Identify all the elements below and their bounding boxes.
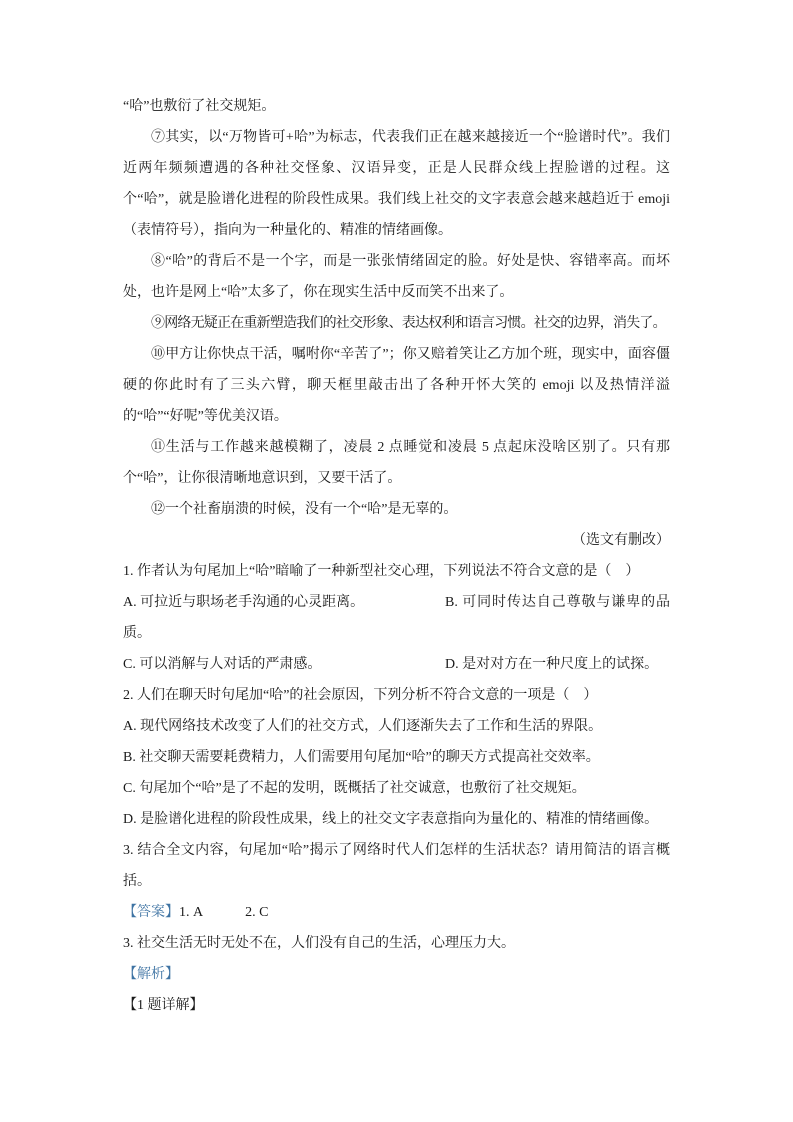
analysis-row [123,959,670,990]
answers-row [123,897,670,928]
passage-paragraph-8: ⑧“哈”的背后不是一个字，而是一张张情绪固定的脸。好处是快、容错率高。而坏处，也许是网上“哈”太多了，你在现实生活中反而笑不出来了。 [123,254,670,300]
question-1-option-c: C. 可以消解与人对话的严肃感。 [123,657,322,672]
question-1-options-row-cd [123,649,670,680]
question-3-stem: 3. 结合全文内容，句尾加“哈”揭示了网络时代人们怎样的生活状态？请用简洁的语言概括。 [123,843,670,889]
passage-paragraph-12: ⑫一个社畜崩溃的时候，没有一个“哈”是无辜的。 [151,502,458,517]
question-2-stem: 2. 人们在聊天时句尾加“哈”的社会原因，下列分析不符合文意的一项是（ ） [123,688,598,703]
question-1-option-b: B. 可同时传达自己尊敬与谦卑的品质。 [123,595,670,641]
question-2-option-a: A. 现代网络技术改变了人们的社交方式，人们逐渐失去了工作和生活的界限。 [123,719,603,734]
question-1-options-row-ab [123,587,670,649]
answers-label: 【答案】 [123,905,179,920]
passage-paragraph-9: ⑨网络无疑正在重新塑造我们的社交形象、表达权利和语言习惯。社交的边界，消失了。 [151,316,666,331]
answer-1: 1. A [179,905,204,920]
answer-3: 3. 社交生活无时无处不在，人们没有自己的生活，心理压力大。 [123,936,515,951]
source-note: （选文有删改） [572,533,670,548]
question-1-stem: 1. 作者认为句尾加上“哈”暗喻了一种新型社交心理，下列说法不符合文意的是（ ） [123,564,640,579]
answer-2: 2. C [245,905,269,920]
passage-tail-paragraph: “哈”也敷衍了社交规矩。 [123,99,276,114]
passage-paragraph-11: ⑪生活与工作越来越模糊了，凌晨 2 点睡觉和凌晨 5 点起床没啥区别了。只有那个“哈”，让你很清晰地意识到，又要干活了。 [123,440,670,486]
question-1-option-d: D. 是对对方在一种尺度上的试探。 [445,657,659,672]
question-2-option-d: D. 是脸谱化进程的阶段性成果，线上的社交文字表意指向为量化的、精准的情绪画像。 [123,812,659,827]
question-1-explanation-label: 【1 题详解】 [123,998,204,1013]
question-1-option-a: A. 可拉近与职场老手沟通的心灵距离。 [123,595,365,610]
question-2-option-b: B. 社交聊天需要耗费精力，人们需要用句尾加“哈”的聊天方式提高社交效率。 [123,750,600,765]
question-2-option-c: C. 句尾加个“哈”是了不起的发明，既概括了社交诚意，也敷衍了社交规矩。 [123,781,586,796]
passage-paragraph-7: ⑦其实，以“万物皆可+哈”为标志，代表我们正在越来越接近一个“脸谱时代”。我们近两年频频遭遇的各种社交怪象、汉语异变，正是人民群众线上捏脸谱的过程。这个“哈”，就是脸谱化进程的阶段性成果。我们线上社交的文字表意会越来越趋近于 emoji（表情符号），指向为一种量化的、精准的情绪画像。 [123,130,670,238]
analysis-label: 【解析】 [123,967,179,982]
passage-paragraph-10: ⑩甲方让你快点干活，嘱咐你“辛苦了”；你又赔着笑让乙方加个班，现实中，面容僵硬的你此时有了三头六臂，聊天框里敲击出了各种开怀大笑的 emoji 以及热情洋溢的“哈”“好呢”等优美汉语。 [123,347,670,424]
